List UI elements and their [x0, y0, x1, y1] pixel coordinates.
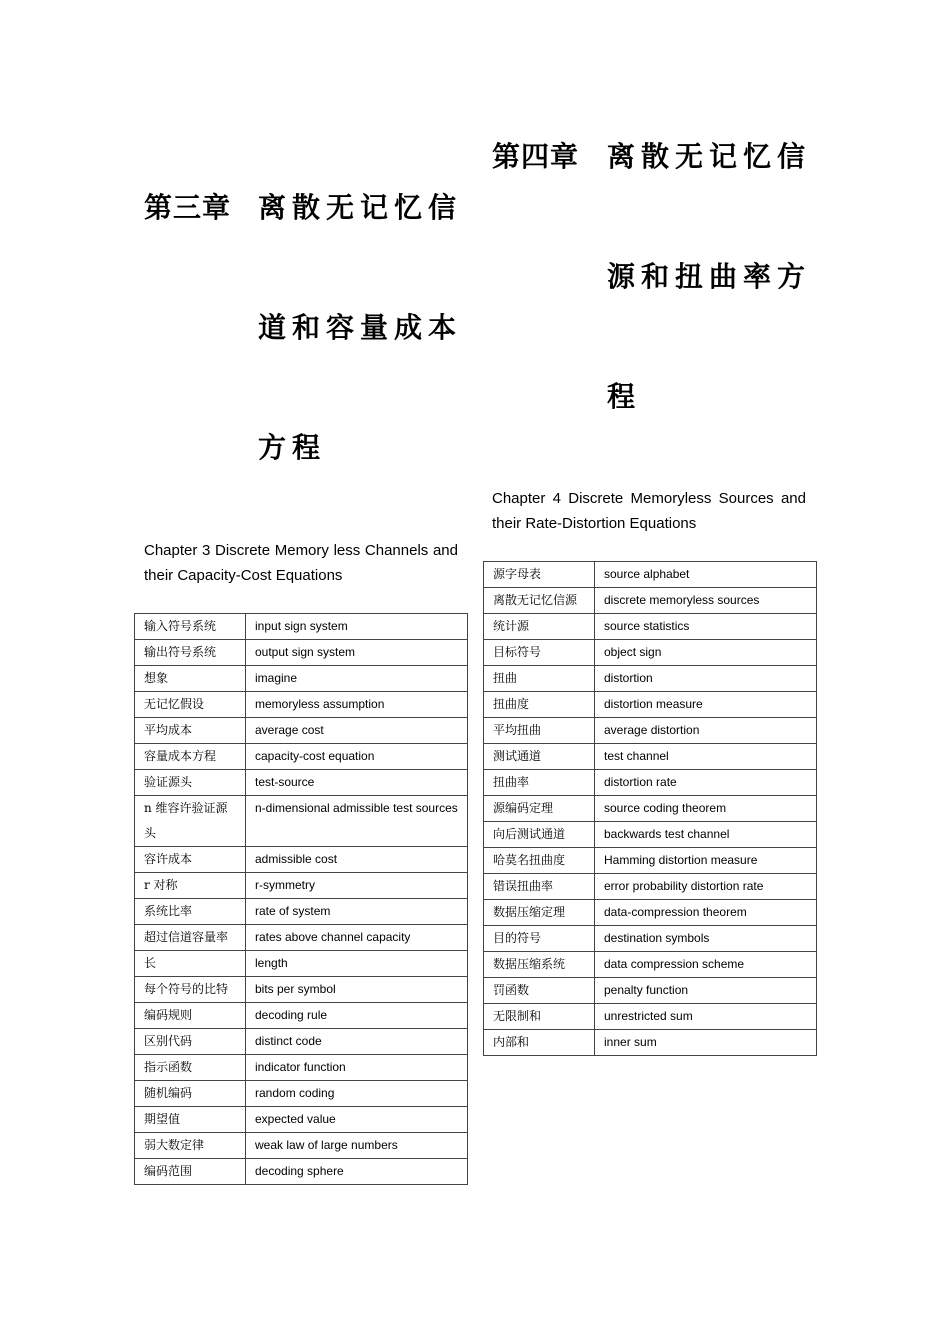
table-row	[484, 1004, 817, 1030]
term-english: bits per symbol	[246, 977, 468, 1003]
term-english: data-compression theorem	[595, 900, 817, 926]
term-chinese: 每个符号的比特	[135, 977, 246, 1003]
table-row	[484, 666, 817, 692]
table-row	[135, 1107, 468, 1133]
table-row	[135, 847, 468, 873]
table-row	[484, 952, 817, 978]
table-row	[484, 978, 817, 1004]
table-row	[484, 900, 817, 926]
term-chinese: 期望值	[135, 1107, 246, 1133]
table-row	[484, 770, 817, 796]
table-row	[484, 562, 817, 588]
term-chinese: 源字母表	[484, 562, 595, 588]
term-chinese: 编码规则	[135, 1003, 246, 1029]
term-chinese: r 对称	[135, 873, 246, 899]
term-chinese: 数据压缩定理	[484, 900, 595, 926]
table-row	[135, 899, 468, 925]
table-row	[135, 796, 468, 847]
chapter4-title-line: 程	[607, 380, 642, 413]
table-row	[484, 640, 817, 666]
chapter3-title-line: 道和容量成本	[258, 311, 463, 344]
term-english: decoding rule	[246, 1003, 468, 1029]
term-english: indicator function	[246, 1055, 468, 1081]
table-row	[484, 822, 817, 848]
chapter4-title-line: 离散无记忆信	[607, 140, 812, 173]
table-row	[135, 692, 468, 718]
term-chinese: 输出符号系统	[135, 640, 246, 666]
term-english: distortion measure	[595, 692, 817, 718]
term-chinese: 错误扭曲率	[484, 874, 595, 900]
chapter3-title-line: 离散无记忆信	[258, 191, 463, 224]
chapter3-number: 第三章	[144, 191, 232, 224]
term-chinese: 平均成本	[135, 718, 246, 744]
table-row	[135, 977, 468, 1003]
term-chinese: 哈莫名扭曲度	[484, 848, 595, 874]
term-english: object sign	[595, 640, 817, 666]
term-english: average distortion	[595, 718, 817, 744]
term-english: weak law of large numbers	[246, 1133, 468, 1159]
table-row	[484, 926, 817, 952]
term-english: destination symbols	[595, 926, 817, 952]
table-row	[484, 796, 817, 822]
term-english: test channel	[595, 744, 817, 770]
term-english: data compression scheme	[595, 952, 817, 978]
term-english: random coding	[246, 1081, 468, 1107]
term-chinese: 扭曲	[484, 666, 595, 692]
table-row	[135, 1159, 468, 1185]
term-chinese: 扭曲率	[484, 770, 595, 796]
chapter4-title-line: 源和扭曲率方	[607, 260, 812, 293]
term-english: distortion rate	[595, 770, 817, 796]
table-row	[135, 951, 468, 977]
term-chinese: 离散无记忆信源	[484, 588, 595, 614]
term-chinese: 目标符号	[484, 640, 595, 666]
chapter4-subtitle: Chapter 4 Discrete Memoryless Sources and their Rate-Distortion Equations	[492, 490, 806, 532]
term-chinese: 内部和	[484, 1030, 595, 1056]
table-row	[484, 614, 817, 640]
term-english: rate of system	[246, 899, 468, 925]
term-chinese: 罚函数	[484, 978, 595, 1004]
term-english: memoryless assumption	[246, 692, 468, 718]
table-row	[135, 1029, 468, 1055]
term-chinese: n 维容许验证源头	[135, 796, 246, 847]
table-row	[484, 692, 817, 718]
table-row	[135, 1081, 468, 1107]
term-chinese: 无记忆假设	[135, 692, 246, 718]
term-english: r-symmetry	[246, 873, 468, 899]
table-row	[484, 1030, 817, 1056]
term-english: unrestricted sum	[595, 1004, 817, 1030]
table-row	[484, 848, 817, 874]
table-row	[135, 614, 468, 640]
chapter3-subtitle: Chapter 3 Discrete Memory less Channels and their Capacity-Cost Equations	[144, 542, 458, 584]
table-row	[135, 718, 468, 744]
table-row	[135, 1003, 468, 1029]
term-english: error probability distortion rate	[595, 874, 817, 900]
term-english: capacity-cost equation	[246, 744, 468, 770]
term-chinese: 验证源头	[135, 770, 246, 796]
term-chinese: 统计源	[484, 614, 595, 640]
term-english: test-source	[246, 770, 468, 796]
table-row	[135, 744, 468, 770]
term-english: admissible cost	[246, 847, 468, 873]
term-chinese: 源编码定理	[484, 796, 595, 822]
term-english: Hamming distortion measure	[595, 848, 817, 874]
chapter3-title-line: 方程	[258, 431, 327, 464]
term-english: length	[246, 951, 468, 977]
term-english: decoding sphere	[246, 1159, 468, 1185]
term-chinese: 弱大数定律	[135, 1133, 246, 1159]
term-english: inner sum	[595, 1030, 817, 1056]
table-row	[135, 1133, 468, 1159]
term-chinese: 编码范围	[135, 1159, 246, 1185]
table-row	[135, 666, 468, 692]
table-row	[135, 925, 468, 951]
term-english: source coding theorem	[595, 796, 817, 822]
table-row	[484, 744, 817, 770]
term-english: input sign system	[246, 614, 468, 640]
term-english: distortion	[595, 666, 817, 692]
term-chinese: 想象	[135, 666, 246, 692]
chapter3-terms-table	[134, 613, 468, 1185]
term-chinese: 测试通道	[484, 744, 595, 770]
term-english: expected value	[246, 1107, 468, 1133]
term-chinese: 向后测试通道	[484, 822, 595, 848]
term-chinese: 输入符号系统	[135, 614, 246, 640]
term-english: backwards test channel	[595, 822, 817, 848]
term-english: imagine	[246, 666, 468, 692]
term-chinese: 超过信道容量率	[135, 925, 246, 951]
term-chinese: 容许成本	[135, 847, 246, 873]
table-row	[135, 873, 468, 899]
table-row	[135, 1055, 468, 1081]
table-row	[484, 588, 817, 614]
term-chinese: 指示函数	[135, 1055, 246, 1081]
term-chinese: 目的符号	[484, 926, 595, 952]
term-english: discrete memoryless sources	[595, 588, 817, 614]
term-english: average cost	[246, 718, 468, 744]
term-english: n-dimensional admissible test sources	[246, 796, 468, 847]
table-row	[484, 718, 817, 744]
term-english: output sign system	[246, 640, 468, 666]
term-chinese: 平均扭曲	[484, 718, 595, 744]
term-chinese: 容量成本方程	[135, 744, 246, 770]
table-row	[135, 640, 468, 666]
term-english: source statistics	[595, 614, 817, 640]
term-english: penalty function	[595, 978, 817, 1004]
term-chinese: 数据压缩系统	[484, 952, 595, 978]
term-chinese: 区别代码	[135, 1029, 246, 1055]
term-chinese: 随机编码	[135, 1081, 246, 1107]
chapter4-number: 第四章	[492, 140, 580, 173]
table-row	[484, 874, 817, 900]
chapter4-terms-table	[483, 561, 817, 1056]
term-chinese: 扭曲度	[484, 692, 595, 718]
term-chinese: 无限制和	[484, 1004, 595, 1030]
table-row	[135, 770, 468, 796]
term-english: rates above channel capacity	[246, 925, 468, 951]
term-english: source alphabet	[595, 562, 817, 588]
term-chinese: 长	[135, 951, 246, 977]
term-english: distinct code	[246, 1029, 468, 1055]
term-chinese: 系统比率	[135, 899, 246, 925]
